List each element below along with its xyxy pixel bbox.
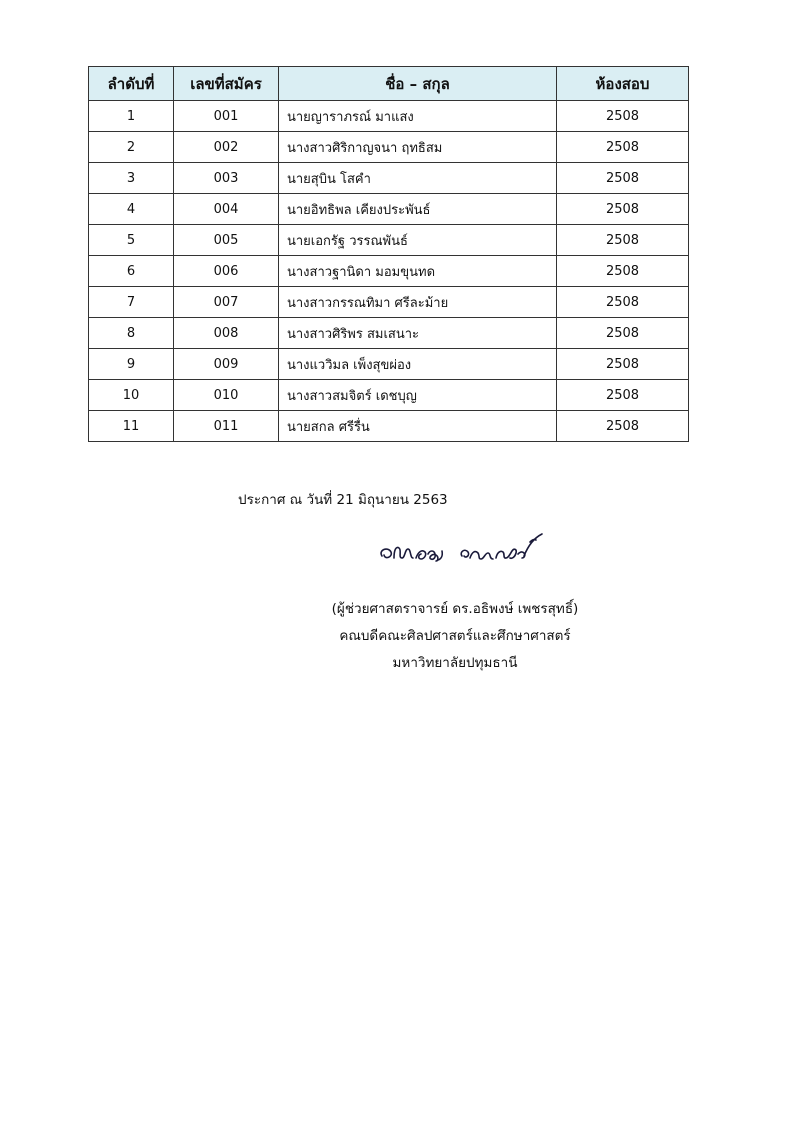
cell-exam-room: 2508	[557, 132, 689, 163]
signatory-name: (ผู้ช่วยศาสตราจารย์ ดร.อธิพงษ์ เพชรสุทธิ์)	[331, 601, 579, 617]
table-row	[89, 411, 689, 442]
table-row	[89, 163, 689, 194]
cell-exam-room: 2508	[557, 411, 689, 442]
header-exam-room: ห้องสอบ	[557, 67, 689, 101]
table-row	[89, 256, 689, 287]
cell-name: นางสาวกรรณทิมา ศรีละม้าย	[279, 287, 557, 318]
cell-name: นางสาวศิริพร สมเสนาะ	[279, 318, 557, 349]
cell-name: นายสกล ศรีรื่น	[279, 411, 557, 442]
cell-order: 3	[89, 163, 174, 194]
cell-exam-room: 2508	[557, 256, 689, 287]
cell-name: นายญาราภรณ์ มาแสง	[279, 101, 557, 132]
cell-exam-room: 2508	[557, 163, 689, 194]
cell-name: นางแววิมล เพ็งสุขผ่อง	[279, 349, 557, 380]
table-row	[89, 349, 689, 380]
cell-order: 8	[89, 318, 174, 349]
cell-order: 6	[89, 256, 174, 287]
cell-name: นางสาวสมจิตร์ เดชบุญ	[279, 380, 557, 411]
cell-order: 10	[89, 380, 174, 411]
cell-name: นายอิทธิพล เคียงประพันธ์	[279, 194, 557, 225]
cell-order: 5	[89, 225, 174, 256]
signatory-position: คณบดีคณะศิลปศาสตร์และศึกษาศาสตร์	[339, 628, 571, 644]
cell-name: นางสาวฐานิดา มอมขุนทด	[279, 256, 557, 287]
cell-applicant-no: 010	[174, 380, 279, 411]
table-header-row	[89, 67, 689, 101]
cell-name: นายสุบิน โสคำ	[279, 163, 557, 194]
table-row	[89, 194, 689, 225]
cell-applicant-no: 008	[174, 318, 279, 349]
cell-exam-room: 2508	[557, 101, 689, 132]
cell-applicant-no: 004	[174, 194, 279, 225]
cell-applicant-no: 005	[174, 225, 279, 256]
cell-name: นายเอกรัฐ วรรณพันธ์	[279, 225, 557, 256]
table-row	[89, 132, 689, 163]
cell-applicant-no: 007	[174, 287, 279, 318]
header-name: ชื่อ – สกุล	[279, 67, 557, 101]
table-row	[89, 318, 689, 349]
cell-order: 2	[89, 132, 174, 163]
cell-exam-room: 2508	[557, 194, 689, 225]
header-applicant-no: เลขที่สมัคร	[174, 67, 279, 101]
table-row	[89, 225, 689, 256]
cell-exam-room: 2508	[557, 318, 689, 349]
cell-exam-room: 2508	[557, 380, 689, 411]
signatory-organization: มหาวิทยาลัยปทุมธานี	[392, 655, 518, 671]
cell-order: 11	[89, 411, 174, 442]
cell-exam-room: 2508	[557, 349, 689, 380]
announcement-date: ประกาศ ณ วันที่ 21 มิถุนายน 2563	[238, 492, 448, 508]
cell-applicant-no: 002	[174, 132, 279, 163]
cell-order: 9	[89, 349, 174, 380]
cell-exam-room: 2508	[557, 225, 689, 256]
cell-exam-room: 2508	[557, 287, 689, 318]
header-order: ลำดับที่	[89, 67, 174, 101]
handwritten-signature	[372, 528, 562, 578]
cell-applicant-no: 011	[174, 411, 279, 442]
table-row	[89, 287, 689, 318]
table-row	[89, 380, 689, 411]
cell-applicant-no: 003	[174, 163, 279, 194]
cell-applicant-no: 006	[174, 256, 279, 287]
cell-order: 1	[89, 101, 174, 132]
cell-applicant-no: 009	[174, 349, 279, 380]
exam-room-table	[88, 66, 689, 442]
cell-applicant-no: 001	[174, 101, 279, 132]
table-row	[89, 101, 689, 132]
signatory-block	[290, 596, 620, 677]
cell-order: 7	[89, 287, 174, 318]
cell-name: นางสาวศิริกาญจนา ฤทธิสม	[279, 132, 557, 163]
cell-order: 4	[89, 194, 174, 225]
